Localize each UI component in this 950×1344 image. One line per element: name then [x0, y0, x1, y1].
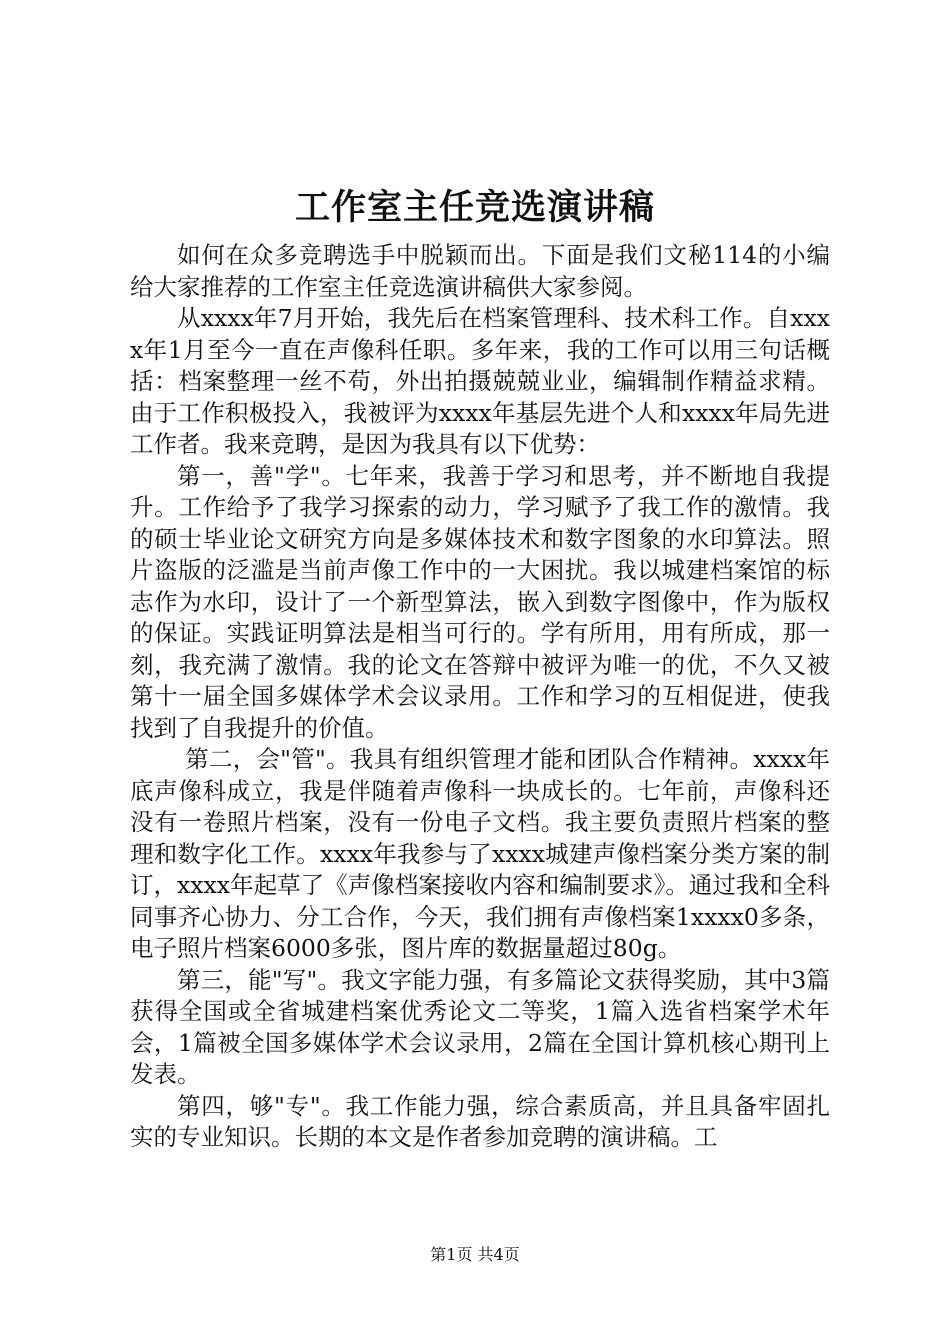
document-body: [130, 240, 830, 1154]
paragraph-second-advantage: 第二，会"管"。我具有组织管理才能和团队合作精神。xxxx年底声像科成立，我是伴随着声像科一块成长的。七年前，声像科还没有一卷照片档案，没有一份电子文档。我主要负责照片档案的整理和数字化工作。xxxx年我参与了xxxx城建声像档案分类方案的制订，xxxx年起草了《声像档案接收内容和编制要求》。通过我和全科同事齐心协力、分工合作，今天，我们拥有声像档案1xxxx0多条，电子照片档案6000多张，图片库的数据量超过80g。: [130, 745, 830, 962]
paragraph-intro: 如何在众多竞聘选手中脱颖而出。下面是我们文秘114的小编给大家推荐的工作室主任竞选演讲稿供大家参阅。: [130, 241, 830, 301]
paragraph-background: 从xxxx年7月开始，我先后在档案管理科、技术科工作。自xxxx年1月至今一直在声像科任职。多年来，我的工作可以用三句话概括：档案整理一丝不苟，外出拍摄兢兢业业，编辑制作精益求精。由于工作积极投入，我被评为xxxx年基层先进个人和xxxx年局先进工作者。我来竞聘，是因为我具有以下优势：: [130, 304, 830, 458]
page-number-footer: 第1页 共4页: [430, 1245, 520, 1264]
document-title: 工作室主任竞选演讲稿: [294, 187, 655, 228]
paragraph-first-advantage: 第一，善"学"。七年来，我善于学习和思考，并不断地自我提升。工作给予了我学习探索的动力，学习赋予了我工作的激情。我的硕士毕业论文研究方向是多媒体技术和数字图象的水印算法。照片盗版的泛滥是当前声像工作中的一大困扰。我以城建档案馆的标志作为水印，设计了一个新型算法，嵌入到数字图像中，作为版权的保证。实践证明算法是相当可行的。学有所用，用有所成，那一刻，我充满了激情。我的论文在答辩中被评为唯一的优，不久又被第十一届全国多媒体学术会议录用。工作和学习的互相促进，使我找到了自我提升的价值。: [130, 461, 830, 742]
paragraph-fourth-advantage: 第四，够"专"。我工作能力强，综合素质高，并且具备牢固扎实的专业知识。长期的本文是作者参加竞聘的演讲稿。工: [130, 1091, 830, 1151]
paragraph-third-advantage: 第三，能"写"。我文字能力强，有多篇论文获得奖励，其中3篇获得全国或全省城建档案优秀论文二等奖，1篇入选省档案学术年会，1篇被全国多媒体学术会议录用，2篇在全国计算机核心期刊上发表。: [130, 965, 830, 1088]
